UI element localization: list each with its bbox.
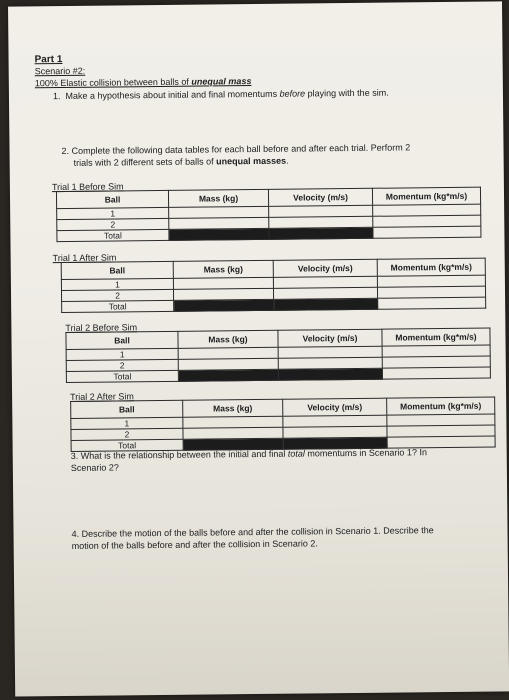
question-4-line-1: 4. Describe the motion of the balls before and after the collision in Scenario 1. Describe the — [71, 525, 434, 539]
input-cell[interactable] — [382, 367, 490, 379]
scenario-heading: Scenario #2: — [34, 65, 86, 77]
trial-1-before-label: Trial 1 Before Sim — [51, 181, 124, 193]
table-row: 2 — [61, 286, 485, 301]
header-ball: Ball — [71, 400, 183, 418]
worksheet-page — [8, 1, 509, 696]
table-row: 1 — [61, 275, 485, 290]
question-2-line-2: trials with 2 different sets of balls of unequal masses. — [73, 155, 289, 168]
trial-2-after-label: Trial 2 After Sim — [70, 391, 134, 402]
table-row: 2 — [71, 425, 495, 440]
header-momentum: Momentum (kg*m/s) — [387, 397, 495, 415]
table-row: 2 — [57, 215, 481, 230]
input-cell[interactable] — [387, 436, 495, 448]
table-row-total: Total — [66, 367, 490, 382]
trial-1-before-table — [56, 187, 482, 242]
header-ball: Ball — [56, 190, 168, 208]
header-momentum: Momentum (kg*m/s) — [377, 258, 485, 276]
header-velocity: Velocity (m/s) — [283, 398, 387, 416]
input-cell[interactable] — [378, 297, 486, 309]
header-mass: Mass (kg) — [168, 189, 268, 207]
input-cell[interactable] — [373, 226, 481, 238]
question-1: 1. Make a hypothesis about initial and final momentums before playing with the sim. — [52, 87, 389, 102]
table-row-total: Total — [71, 436, 495, 451]
table-row-total: Total — [62, 297, 486, 312]
header-velocity: Velocity (m/s) — [273, 259, 377, 277]
question-3-line-1: 3. What is the relationship between the initial and final total momentums in Scenario 1? In — [70, 447, 427, 461]
trial-2-before-label: Trial 2 Before Sim — [65, 322, 138, 334]
table-row: 2 — [66, 356, 490, 371]
header-velocity: Velocity (m/s) — [278, 329, 382, 347]
header-velocity: Velocity (m/s) — [268, 188, 372, 206]
header-mass: Mass (kg) — [173, 260, 273, 278]
header-momentum: Momentum (kg*m/s) — [372, 187, 480, 205]
trial-2-after-table — [70, 397, 496, 452]
table-row: 1 — [57, 204, 481, 219]
table-row: 1 — [71, 414, 495, 429]
header-mass: Mass (kg) — [178, 330, 278, 348]
header-momentum: Momentum (kg*m/s) — [382, 328, 490, 346]
trial-1-after-table — [61, 258, 487, 313]
trial-1-after-label: Trial 1 After Sim — [52, 252, 117, 264]
table-row-total: Total — [57, 226, 481, 241]
question-2-line-1: 2. Complete the following data tables for each ball before and after each trial. Perform 2 — [61, 142, 411, 157]
question-3-line-2: Scenario 2? — [70, 462, 119, 473]
header-mass: Mass (kg) — [183, 399, 283, 417]
scenario-subtitle: 100% Elastic collision between balls of unequal mass — [34, 76, 252, 89]
trial-2-before-table — [65, 328, 491, 383]
part-heading: Part 1 — [34, 54, 63, 66]
header-ball: Ball — [61, 261, 173, 279]
table-row: 1 — [66, 345, 490, 360]
question-4-line-2: motion of the balls before and after the collision in Scenario 2. — [71, 538, 318, 551]
header-ball: Ball — [66, 331, 178, 349]
